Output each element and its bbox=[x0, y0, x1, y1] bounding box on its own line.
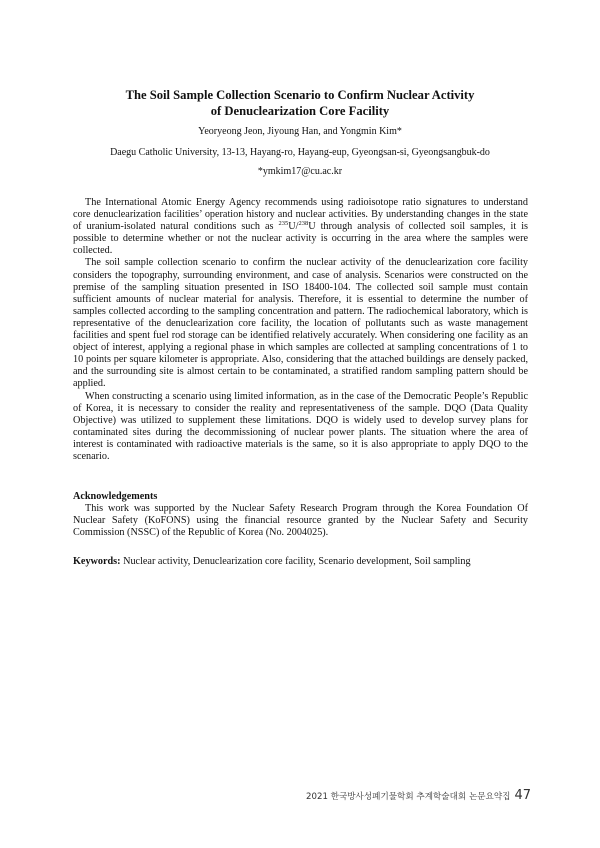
author-list: Yeoryeong Jeon, Jiyoung Han, and Yongmin Kim* bbox=[198, 126, 402, 137]
title-line-1: The Soil Sample Collection Scenario to Confirm Nuclear Activity bbox=[125, 88, 475, 102]
corresponding-email: *ymkim17@cu.ac.kr bbox=[257, 166, 343, 177]
abstract-paragraph-1 bbox=[73, 197, 528, 257]
title-line-2: of Denuclearization Core Facility bbox=[210, 104, 390, 118]
isotope-238-superscript: 238 bbox=[298, 220, 309, 228]
proceedings-title: 2021 한국방사성폐기물학회 추계학술대회 논문요약집 bbox=[306, 792, 511, 802]
acknowledgements-heading: Acknowledgements bbox=[73, 491, 158, 502]
abstract-paragraph-3: When constructing a scenario using limited information, as in the case of the Democratic People’s Republic of Korea, it is necessary to consider the reality and representativeness of the sample. DQO (Data Quality Objective) was utilized to supplement these limitations. DQO is widely used to develop survey plans for contaminated sites during the decommissioning of nuclear power plants. The situation where the area of interest is contaminated with radioactive materials is the same, so it is also appropriate to apply DQO to the scenario. bbox=[73, 390, 528, 462]
page-number: 47 bbox=[514, 788, 531, 803]
keywords-label: Keywords: bbox=[73, 556, 121, 567]
abstract-paragraph-2: The soil sample collection scenario to confirm the nuclear activity of the denuclearization core facility considers the topography, surrounding environment, and case of analysis. Scenarios were constructed on the premise of the sampling situation presented in ISO 18400-104. The collected soil sample must contain sufficient amounts of nuclear material for analysis. Therefore, it is essential to determine the number of samples collected according to the sampling concentration and pattern. The radiochemical laboratory, which is representative of the denuclearization core facility, the location of pollutants such as waste management facilities and spent fuel rod storage can be identified relatively accurately. When considering one facility as an object of interest, applying a regional phase in which samples are collected at sampling concentrations of 1 to 10 points per square kilometer is appropriate. Also, considering that the attached buildings are densely packed, and the surrounding site is almost certain to be contaminated, a stratified random sampling pattern should be applied. bbox=[73, 257, 528, 390]
paragraph-1-text-b: U through analysis of collected soil samples, it is possible to determine whether or not the nuclear activity is occurring in the area where the samples were collected. bbox=[73, 221, 529, 257]
abstract-body bbox=[73, 197, 528, 463]
acknowledgements-section bbox=[73, 491, 528, 539]
acknowledgements-text: This work was supported by the Nuclear Safety Research Program through the Korea Foundation Of Nuclear Safety (KoFONS) using the financial resource granted by the Nuclear Safety and Security Commission (NSSC) of the Republic of Korea (No. 2004025). bbox=[73, 503, 528, 539]
page-footer bbox=[306, 788, 531, 803]
keywords-text: Nuclear activity, Denuclearization core facility, Scenario development, Soil sampling bbox=[120, 556, 471, 567]
affiliation: Daegu Catholic University, 13-13, Hayang-ro, Hayang-eup, Gyeongsan-si, Gyeongsangbuk-do bbox=[110, 147, 490, 158]
uranium-symbol: U/ bbox=[288, 221, 299, 233]
isotope-235-superscript: 235 bbox=[278, 220, 289, 228]
keywords-line bbox=[73, 556, 528, 568]
paper-title bbox=[60, 87, 540, 119]
paragraph-1-text-a: The International Atomic Energy Agency recommends using radioisotope ratio signatures to understand core denuclearization facilities’ operation history and nuclear activities. By understanding changes in the state of uranium-isolated natural conditions such as bbox=[73, 197, 528, 233]
